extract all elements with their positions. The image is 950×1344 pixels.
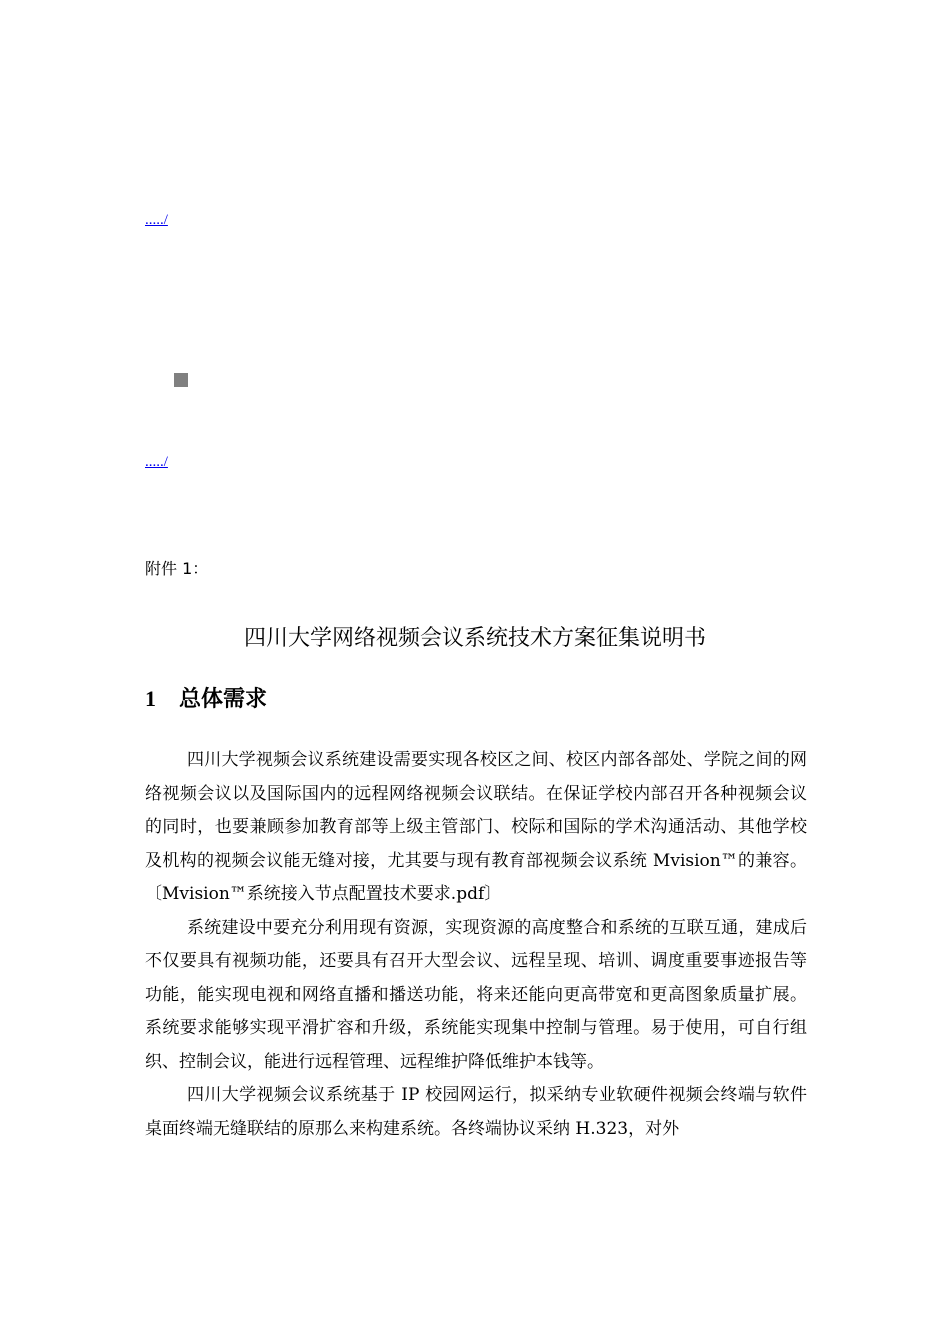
square-icon	[174, 373, 188, 387]
section-number: 1	[145, 686, 156, 711]
section-title: 总体需求	[179, 687, 268, 712]
document-title: 四川大学网络视频会议系统技术方案征集说明书	[243, 626, 706, 651]
body-text	[145, 744, 807, 1146]
link-ellipsis-2[interactable]: ...../	[145, 454, 168, 470]
attachment-label: 附件 1：	[145, 559, 209, 578]
link-ellipsis-1[interactable]: ...../	[145, 212, 168, 228]
section-heading	[145, 682, 267, 713]
paragraph-2: 系统建设中要充分利用现有资源，实现资源的高度整合和系统的互联互通，建成后不仅要具有视频功能，还要具有召开大型会议、远程呈现、培训、调度重要事迹报告等功能，能实现电视和网络直播和播送功能，将来还能向更高带宽和更高图象质量扩展。系统要求能够实现平滑扩容和升级，系统能实现集中控制与管理。易于使用，可自行组织、控制会议，能进行远程管理、远程维护降低维护本钱等。	[145, 917, 807, 1072]
paragraph-3: 四川大学视频会议系统基于 IP 校园网运行，拟采纳专业软硬件视频会终端与软件桌面终端无缝联结的原那么来构建系统。各终端协议采纳 H.323，对外	[145, 1085, 807, 1139]
paragraph-1: 四川大学视频会议系统建设需要实现各校区之间、校区内部各部处、学院之间的网络视频会议以及国际国内的远程网络视频会议联结。在保证学校内部召开各种视频会议的同时，也要兼顾参加教育部等上级主管部门、校际和国际的学术沟通活动、其他学校及机构的视频会议能无缝对接，尤其要与现有教育部视频会议系统 Mvision™的兼容。〔Mvision™系统接入节点配置技术要求.pdf〕	[145, 750, 807, 904]
